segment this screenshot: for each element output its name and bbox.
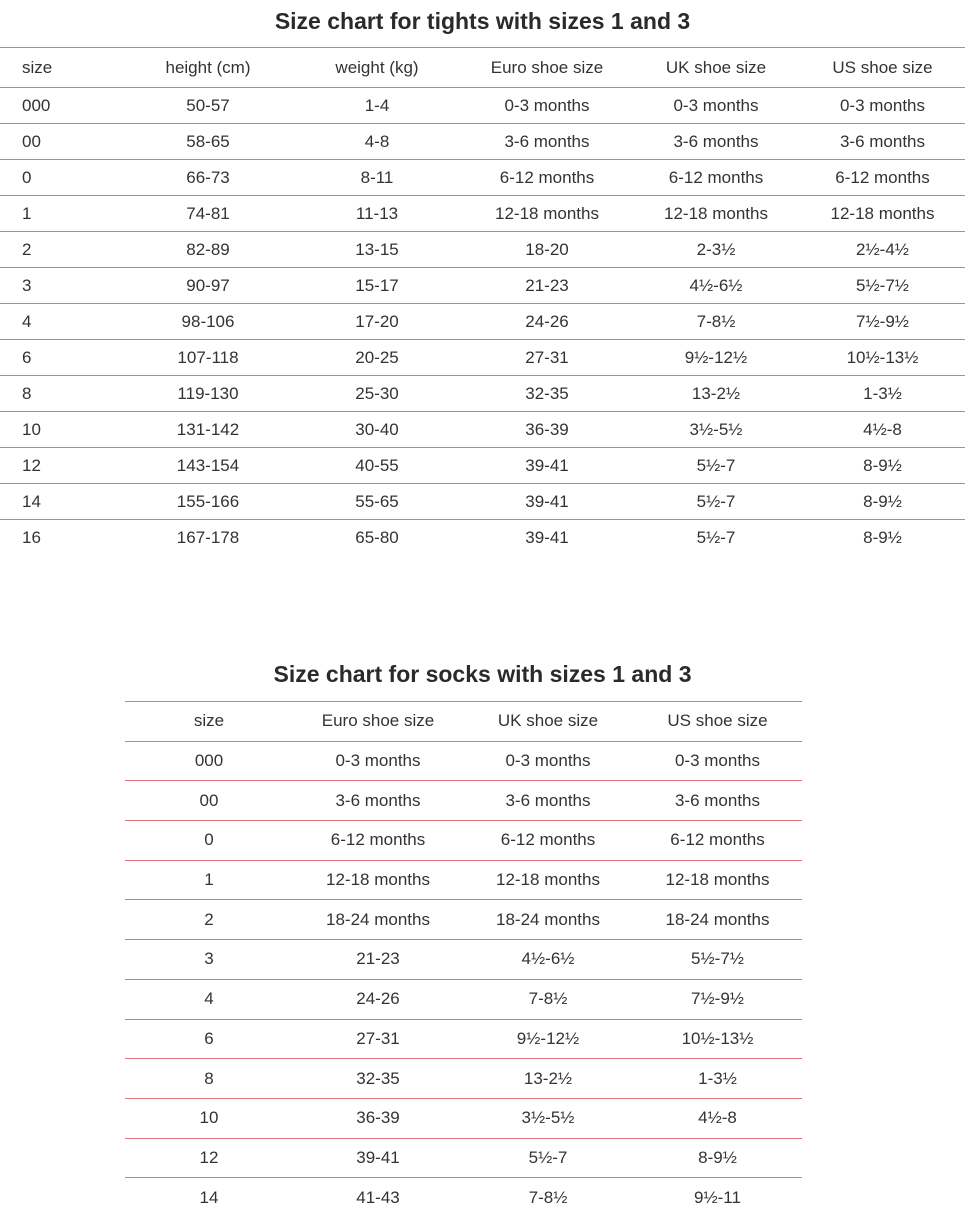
table-cell: 000: [22, 95, 51, 115]
table-cell: 12: [199, 1147, 219, 1167]
table-header-row: [125, 702, 802, 742]
table-cell: 5½-7½: [691, 949, 744, 969]
table-cell: 8-11: [360, 167, 394, 187]
table-row: [125, 1098, 802, 1138]
table-cell: 0-3 months: [504, 95, 590, 115]
table-cell: 6-12 months: [670, 830, 765, 850]
table-cell: 6: [22, 347, 32, 367]
table-row: [0, 160, 965, 196]
table-cell: 30-40: [355, 419, 399, 439]
table-cell: 17-20: [355, 311, 399, 331]
table-cell: 131-142: [176, 419, 240, 439]
table-cell: 50-57: [186, 95, 230, 115]
table-cell: 3½-5½: [521, 1108, 575, 1128]
table-cell: 6-12 months: [835, 167, 930, 187]
table-cell: 0-3 months: [674, 751, 761, 771]
table-cell: 1: [204, 870, 214, 890]
table-cell: 3-6 months: [335, 790, 421, 810]
column-header: UK shoe size: [665, 57, 767, 77]
table-cell: 1-3½: [698, 1068, 737, 1088]
table-cell: 8: [204, 1068, 214, 1088]
table-cell: 0-3 months: [505, 751, 591, 771]
table-cell: 25-30: [355, 383, 399, 403]
table-cell: 36-39: [525, 419, 569, 439]
table-cell: 5½-7: [696, 491, 736, 511]
table-cell: 65-80: [355, 527, 399, 547]
table-cell: 0-3 months: [673, 95, 759, 115]
table-row: [125, 1138, 802, 1178]
table-cell: 11-13: [355, 203, 399, 223]
table-cell: 4½-8: [863, 419, 902, 439]
tights-size-table: [0, 47, 965, 556]
table-cell: 8: [22, 383, 32, 403]
table-cell: 12-18 months: [326, 870, 430, 890]
table-cell: 24-26: [356, 989, 400, 1009]
table-cell: 2½-4½: [856, 239, 909, 259]
table-cell: 4½-6½: [689, 275, 743, 295]
table-cell: 20-25: [355, 347, 399, 367]
column-header: size: [22, 57, 53, 77]
table-cell: 39-41: [356, 1147, 400, 1167]
column-header: UK shoe size: [497, 711, 599, 731]
table-cell: 12-18 months: [495, 203, 599, 223]
table-cell: 55-65: [355, 491, 399, 511]
column-header: US shoe size: [832, 57, 933, 77]
table-row: [125, 900, 802, 940]
table-cell: 27-31: [356, 1028, 400, 1048]
table-row: [0, 520, 965, 556]
tights-chart-title: Size chart for tights with sizes 1 and 3: [274, 8, 691, 34]
table-cell: 40-55: [355, 455, 399, 475]
table-cell: 18-24 months: [665, 909, 770, 929]
table-cell: 41-43: [356, 1187, 400, 1207]
table-cell: 18-24 months: [326, 909, 430, 929]
table-cell: 7½-9½: [856, 311, 909, 331]
table-cell: 2: [22, 239, 32, 259]
table-row: [0, 448, 965, 484]
column-header: weight (kg): [335, 57, 419, 77]
table-cell: 6-12 months: [499, 167, 595, 187]
table-cell: 39-41: [525, 527, 569, 547]
table-cell: 9½-12½: [684, 347, 748, 367]
table-cell: 4: [204, 989, 214, 1009]
table-cell: 1: [22, 203, 32, 223]
table-cell: 4: [22, 311, 32, 331]
table-cell: 0: [22, 167, 32, 187]
table-cell: 66-73: [186, 167, 230, 187]
table-cell: 155-166: [176, 491, 240, 511]
table-cell: 7½-9½: [691, 989, 744, 1009]
table-cell: 00: [22, 131, 41, 151]
table-cell: 8-9½: [863, 455, 902, 475]
table-cell: 12-18 months: [496, 870, 600, 890]
table-cell: 18-24 months: [496, 909, 600, 929]
table-cell: 15-17: [355, 275, 399, 295]
table-row: [125, 860, 802, 900]
table-cell: 5½-7: [528, 1147, 568, 1167]
table-cell: 7-8½: [696, 311, 736, 331]
table-cell: 1-4: [364, 95, 390, 115]
table-row: [125, 1019, 802, 1059]
column-header: height (cm): [165, 57, 251, 77]
table-row: [125, 979, 802, 1019]
table-cell: 98-106: [181, 311, 235, 331]
table-cell: 21-23: [525, 275, 569, 295]
table-cell: 3: [204, 949, 214, 969]
table-cell: 8-9½: [863, 491, 902, 511]
table-cell: 0-3 months: [839, 95, 926, 115]
table-cell: 107-118: [177, 347, 239, 367]
table-cell: 10: [199, 1108, 219, 1128]
table-cell: 167-178: [176, 527, 240, 547]
table-cell: 58-65: [186, 131, 230, 151]
table-cell: 3: [22, 275, 32, 295]
table-cell: 39-41: [525, 491, 569, 511]
table-cell: 000: [194, 751, 224, 771]
table-cell: 6-12 months: [500, 830, 596, 850]
table-cell: 39-41: [525, 455, 569, 475]
table-cell: 119-130: [177, 383, 239, 403]
table-cell: 14: [22, 491, 41, 511]
table-cell: 13-15: [355, 239, 399, 259]
table-cell: 3-6 months: [504, 131, 590, 151]
table-cell: 8-9½: [698, 1147, 737, 1167]
table-row: [0, 196, 965, 232]
table-row: [125, 1178, 802, 1218]
column-header: Euro shoe size: [490, 57, 604, 77]
table-row: [0, 484, 965, 520]
table-cell: 14: [199, 1187, 219, 1207]
table-cell: 6-12 months: [330, 830, 426, 850]
table-row: [0, 412, 965, 448]
column-header: US shoe size: [667, 711, 768, 731]
table-cell: 4½-8: [698, 1108, 737, 1128]
table-cell: 10½-13½: [846, 347, 919, 367]
table-cell: 32-35: [525, 383, 569, 403]
table-row: [125, 741, 802, 781]
table-cell: 21-23: [356, 949, 400, 969]
table-cell: 12-18 months: [665, 870, 770, 890]
table-cell: 12-18 months: [664, 203, 768, 223]
table-row: [125, 940, 802, 980]
table-cell: 3-6 months: [673, 131, 759, 151]
table-cell: 16: [22, 527, 41, 547]
table-cell: 74-81: [186, 203, 230, 223]
table-cell: 00: [199, 790, 219, 810]
column-header: size: [193, 711, 225, 731]
table-cell: 12-18 months: [830, 203, 935, 223]
table-cell: 143-154: [176, 455, 240, 475]
table-cell: 6-12 months: [668, 167, 764, 187]
table-cell: 5½-7½: [856, 275, 909, 295]
table-row: [125, 781, 802, 821]
table-cell: 2: [204, 909, 214, 929]
table-cell: 82-89: [186, 239, 230, 259]
socks-chart-title: Size chart for socks with sizes 1 and 3: [273, 661, 692, 687]
table-cell: 5½-7: [696, 527, 736, 547]
table-cell: 12: [22, 455, 41, 475]
table-cell: 2-3½: [696, 239, 736, 259]
table-row: [0, 340, 965, 376]
table-row: [0, 88, 965, 124]
table-cell: 7-8½: [528, 989, 568, 1009]
table-cell: 13-2½: [691, 383, 741, 403]
table-cell: 7-8½: [528, 1187, 568, 1207]
table-row: [0, 376, 965, 412]
table-cell: 10: [22, 419, 41, 439]
table-cell: 3-6 months: [839, 131, 926, 151]
table-cell: 0-3 months: [335, 751, 421, 771]
table-cell: 24-26: [525, 311, 569, 331]
table-row: [0, 124, 965, 160]
table-header-row: [0, 48, 965, 88]
table-cell: 13-2½: [523, 1068, 573, 1088]
table-cell: 8-9½: [863, 527, 902, 547]
table-row: [0, 268, 965, 304]
table-cell: 1-3½: [863, 383, 902, 403]
table-cell: 3-6 months: [674, 790, 761, 810]
table-cell: 6: [204, 1028, 214, 1048]
table-cell: 32-35: [356, 1068, 400, 1088]
table-cell: 5½-7: [696, 455, 736, 475]
table-row: [125, 821, 802, 861]
table-cell: 27-31: [525, 347, 569, 367]
table-cell: 10½-13½: [681, 1028, 754, 1048]
table-cell: 0: [204, 830, 214, 850]
table-cell: 9½-12½: [516, 1028, 580, 1048]
table-row: [125, 1059, 802, 1099]
table-cell: 3-6 months: [505, 790, 591, 810]
table-cell: 9½-11: [694, 1187, 741, 1207]
table-cell: 3½-5½: [689, 419, 743, 439]
column-header: Euro shoe size: [321, 711, 435, 731]
table-cell: 90-97: [186, 275, 230, 295]
socks-size-table: [125, 701, 802, 1217]
table-cell: 4-8: [364, 131, 390, 151]
table-cell: 4½-6½: [521, 949, 575, 969]
table-cell: 18-20: [525, 239, 569, 259]
table-row: [0, 304, 965, 340]
table-row: [0, 232, 965, 268]
table-cell: 36-39: [356, 1108, 400, 1128]
